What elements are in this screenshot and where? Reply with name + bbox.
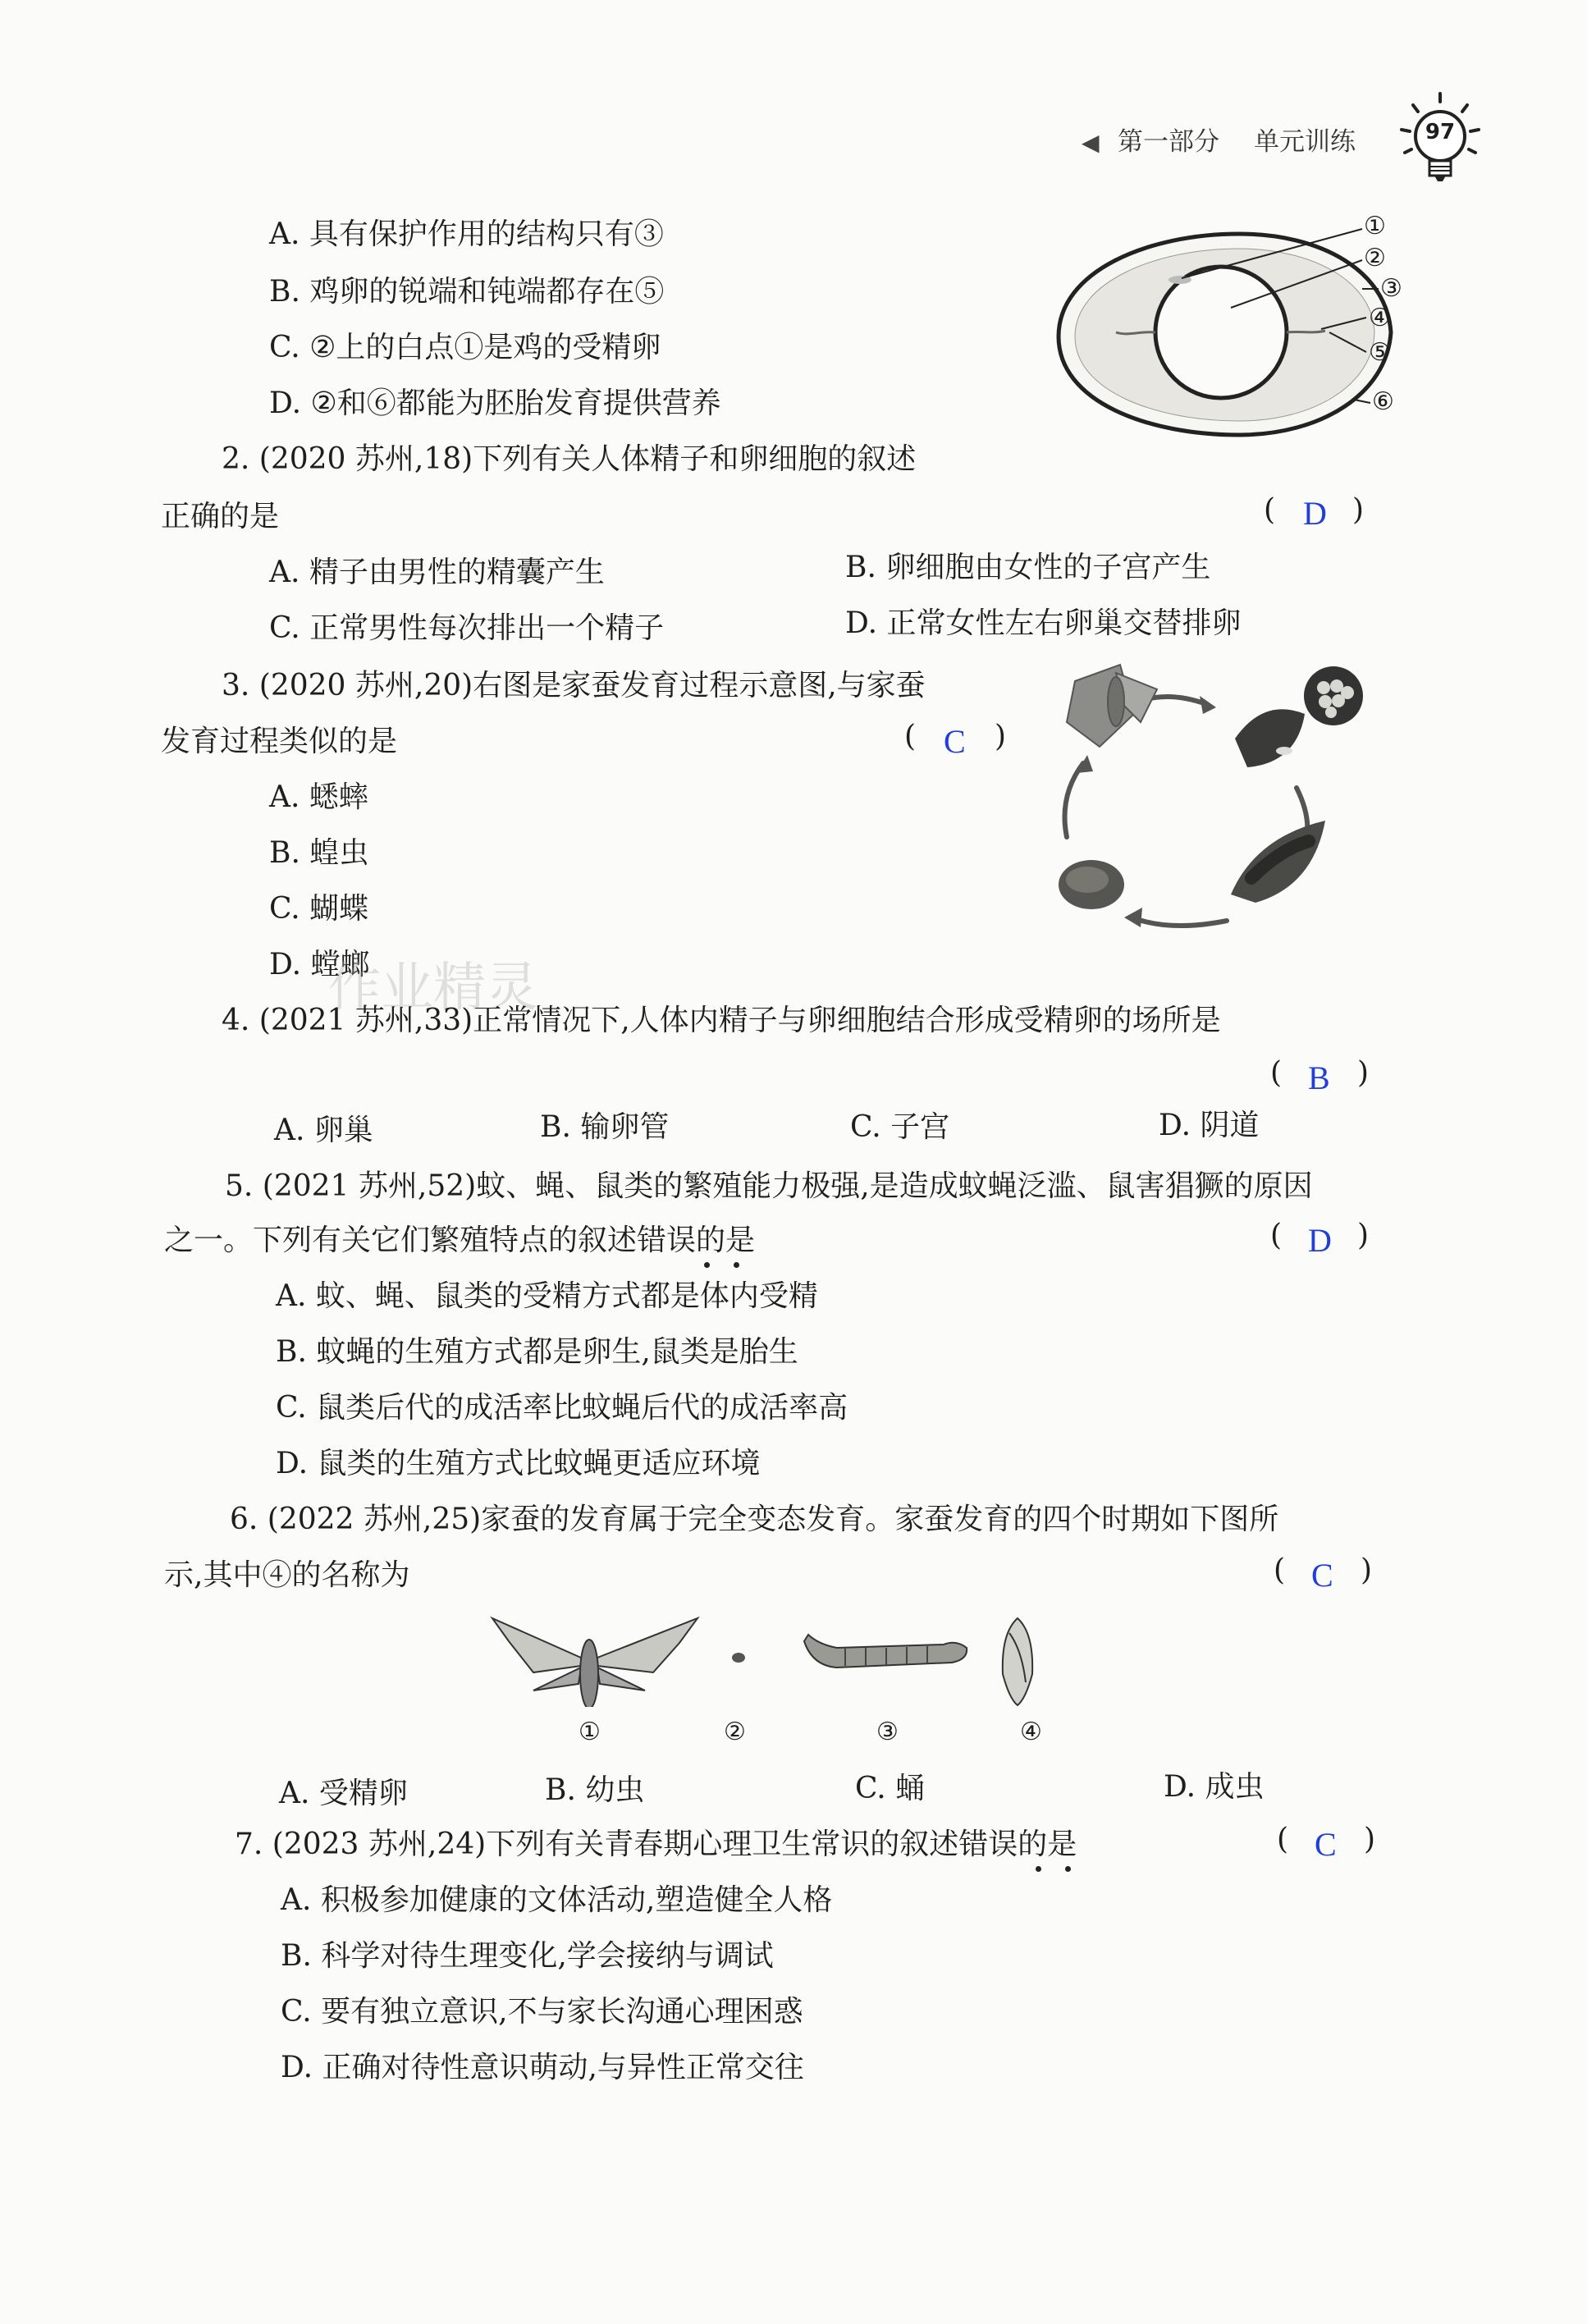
q5-option-b: B. 蚊蝇的生殖方式都是卵生,鼠类是胎生 [276, 1335, 798, 1369]
q6-answer: C [1311, 1557, 1333, 1594]
q7-option-b: B. 科学对待生理变化,学会接纳与调试 [281, 1939, 774, 1973]
q5-paren-close: ) [1357, 1219, 1370, 1252]
q3-option-c: C. 蝴蝶 [269, 892, 369, 926]
page-number: 97 [1425, 120, 1456, 144]
q5-paren-open: ( [1270, 1219, 1283, 1252]
emphasis-dot [704, 1262, 710, 1268]
silkworm-cycle-figure [1042, 656, 1395, 944]
silkworm-stages-figure [484, 1608, 1059, 1756]
q7-option-c: C. 要有独立意识,不与家长沟通心理困惑 [281, 1995, 803, 2029]
egg-label-6: ⑥ [1372, 387, 1394, 416]
cocoon [1059, 860, 1124, 909]
q1-option-b: B. 鸡卵的锐端和钝端都存在⑤ [269, 275, 665, 309]
q6-option-a: A. 受精卵 [279, 1777, 408, 1810]
q4-answer: B [1308, 1059, 1330, 1096]
emphasis-dot [734, 1262, 739, 1268]
silk-moth [1067, 665, 1157, 747]
egg-label-1: ① [1364, 212, 1386, 240]
yolk [1155, 267, 1287, 398]
q2-stem-line2: 正确的是 [161, 500, 280, 533]
q7-stem: 7. (2023 苏州,24)下列有关青春期心理卫生常识的叙述错误的是 [235, 1828, 1077, 1861]
q4-paren-open: ( [1270, 1056, 1283, 1090]
q3-paren-open: ( [904, 720, 917, 753]
q6-paren-close: ) [1361, 1553, 1373, 1587]
chalaza-right [1287, 331, 1325, 332]
q2-option-b: B. 卵细胞由女性的子宫产生 [845, 551, 1211, 584]
q6-paren-open: ( [1274, 1553, 1286, 1587]
q2-paren-open: ( [1264, 493, 1276, 527]
q5-option-a: A. 蚊、蝇、鼠类的受精方式都是体内受精 [276, 1279, 818, 1313]
q2-option-a: A. 精子由男性的精囊产生 [269, 556, 605, 589]
stage-label-4: ④ [1020, 1718, 1042, 1746]
q3-stem-line1: 3. (2020 苏州,20)右图是家蚕发育过程示意图,与家蚕 [222, 669, 926, 702]
q7-paren-close: ) [1364, 1823, 1376, 1856]
q5-option-c: C. 鼠类后代的成活率比蚊蝇后代的成活率高 [276, 1391, 848, 1425]
egg-label-3: ③ [1380, 274, 1402, 303]
q5-answer: D [1308, 1222, 1332, 1259]
emphasis-dot [1036, 1866, 1041, 1872]
watermark: 作业精灵 [328, 958, 538, 1018]
q2-answer: D [1303, 495, 1327, 532]
q3-option-a: A. 蟋蟀 [269, 780, 368, 814]
q6-stem-line2: 示,其中④的名称为 [164, 1558, 410, 1592]
pupa-stage [1003, 1618, 1032, 1705]
eggs-on-leaf [1235, 666, 1363, 767]
back-arrow-icon: ◀ [1082, 129, 1100, 156]
moth-stage [492, 1618, 697, 1707]
header-section: 第一部分 [1118, 127, 1219, 157]
header-unit: 单元训练 [1254, 127, 1356, 157]
larva-on-leaf [1231, 821, 1325, 903]
q4-option-d: D. 阴道 [1159, 1109, 1260, 1142]
q4-option-b: B. 输卵管 [540, 1110, 670, 1144]
larva-stage [804, 1635, 967, 1668]
q2-option-d: D. 正常女性左右卵巢交替排卵 [845, 606, 1242, 640]
q4-option-c: C. 子宫 [850, 1110, 950, 1144]
stage-label-3: ③ [876, 1718, 899, 1746]
q2-stem-line1: 2. (2020 苏州,18)下列有关人体精子和卵细胞的叙述 [222, 442, 917, 476]
q5-stem-line1: 5. (2021 苏州,52)蚊、蝇、鼠类的繁殖能力极强,是造成蚊蝇泛滥、鼠害猖獗的原因 [225, 1169, 1313, 1203]
stage-label-2: ② [724, 1718, 746, 1746]
q3-answer: C [944, 723, 966, 760]
stage-label-1: ① [579, 1718, 601, 1746]
q4-stem: 4. (2021 苏州,33)正常情况下,人体内精子与卵细胞结合形成受精卵的场所是 [222, 1004, 1221, 1037]
q5-option-d: D. 鼠类的生殖方式比蚊蝇更适应环境 [276, 1447, 761, 1480]
q1-option-c: C. ②上的白点①是鸡的受精卵 [269, 331, 661, 364]
egg-label-2: ② [1364, 244, 1386, 272]
egg-stage [732, 1653, 745, 1663]
q3-paren-close: ) [995, 720, 1007, 753]
q7-paren-open: ( [1277, 1823, 1289, 1856]
q5-stem-line2: 之一。下列有关它们繁殖特点的叙述错误的是 [164, 1224, 756, 1257]
emphasis-dot [1065, 1866, 1071, 1872]
q3-option-b: B. 蝗虫 [269, 836, 369, 870]
q2-option-c: C. 正常男性每次排出一个精子 [269, 611, 665, 645]
q1-option-a: A. 具有保护作用的结构只有③ [269, 217, 664, 251]
q6-stem-line1: 6. (2022 苏州,25)家蚕的发育属于完全变态发育。家蚕发育的四个时期如下图所 [230, 1503, 1279, 1536]
q6-option-b: B. 幼虫 [545, 1773, 645, 1807]
q4-option-a: A. 卵巢 [274, 1114, 373, 1147]
egg-structure-figure [1042, 209, 1420, 455]
q7-option-a: A. 积极参加健康的文体活动,塑造健全人格 [281, 1883, 833, 1917]
q6-option-c: C. 蛹 [855, 1772, 926, 1805]
q3-option-d: D. 螳螂 [269, 948, 370, 981]
egg-label-5: ⑤ [1369, 338, 1391, 367]
q1-option-d: D. ②和⑥都能为胚胎发育提供营养 [269, 387, 721, 420]
q7-option-d: D. 正确对待性意识萌动,与异性正常交往 [281, 2051, 804, 2084]
egg-label-4: ④ [1369, 304, 1391, 332]
q6-option-d: D. 成虫 [1164, 1770, 1265, 1804]
q3-stem-line2: 发育过程类似的是 [161, 725, 398, 758]
q7-answer: C [1315, 1826, 1337, 1863]
q4-paren-close: ) [1357, 1056, 1370, 1090]
q2-paren-close: ) [1352, 493, 1365, 527]
